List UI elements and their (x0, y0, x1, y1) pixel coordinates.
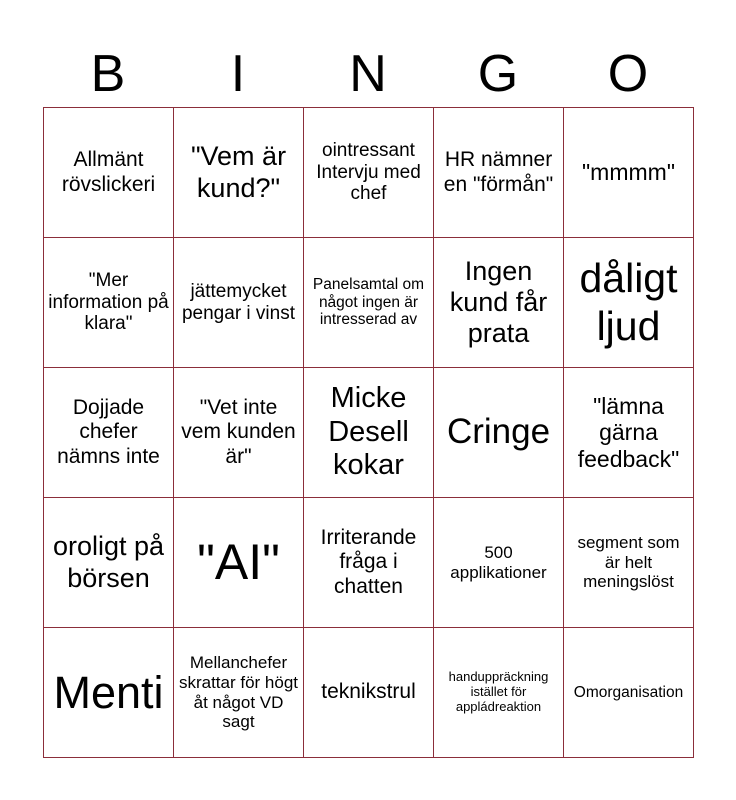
bingo-grid (43, 107, 694, 758)
bingo-cell[interactable]: HR nämner en "förmån" (434, 108, 564, 238)
bingo-cell[interactable]: Irriterande fråga i chatten (304, 498, 434, 628)
bingo-cell[interactable]: "lämna gärna feedback" (564, 368, 694, 498)
bingo-cell[interactable]: 500 applikationer (434, 498, 564, 628)
bingo-cell[interactable]: Cringe (434, 368, 564, 498)
bingo-cell[interactable]: Ingen kund får prata (434, 238, 564, 368)
bingo-cell[interactable]: "Vem är kund?" (174, 108, 304, 238)
bingo-header (43, 40, 693, 108)
bingo-cell[interactable]: ointressant Intervju med chef (304, 108, 434, 238)
header-letter-b: B (90, 45, 126, 103)
bingo-cell[interactable]: Panelsamtal om något ingen är intresserad av (304, 238, 434, 368)
bingo-cell[interactable]: Menti (44, 628, 174, 758)
bingo-cell[interactable]: Micke Desell kokar (304, 368, 434, 498)
header-letter-n: N (349, 45, 387, 103)
header-letter-i: I (230, 45, 246, 103)
header-letter-o: O (607, 45, 649, 103)
bingo-cell[interactable]: Mellanchefer skrattar för högt åt något VD sagt (174, 628, 304, 758)
bingo-cell[interactable]: Dojjade chefer nämns inte (44, 368, 174, 498)
bingo-cell[interactable]: "Vet inte vem kunden är" (174, 368, 304, 498)
bingo-cell[interactable]: jättemycket pengar i vinst (174, 238, 304, 368)
bingo-cell[interactable]: "mmmm" (564, 108, 694, 238)
bingo-cell[interactable]: teknikstrul (304, 628, 434, 758)
bingo-cell[interactable]: Omorganisation (564, 628, 694, 758)
header-letter-g: G (477, 45, 519, 103)
bingo-cell[interactable]: segment som är helt meningslöst (564, 498, 694, 628)
bingo-cell[interactable]: Allmänt rövslickeri (44, 108, 174, 238)
bingo-cell[interactable]: oroligt på börsen (44, 498, 174, 628)
bingo-cell[interactable]: handuppräckning istället för appládreaktion (434, 628, 564, 758)
bingo-cell[interactable]: "Mer information på klara" (44, 238, 174, 368)
bingo-cell[interactable]: dåligt ljud (564, 238, 694, 368)
bingo-cell[interactable]: "AI" (174, 498, 304, 628)
